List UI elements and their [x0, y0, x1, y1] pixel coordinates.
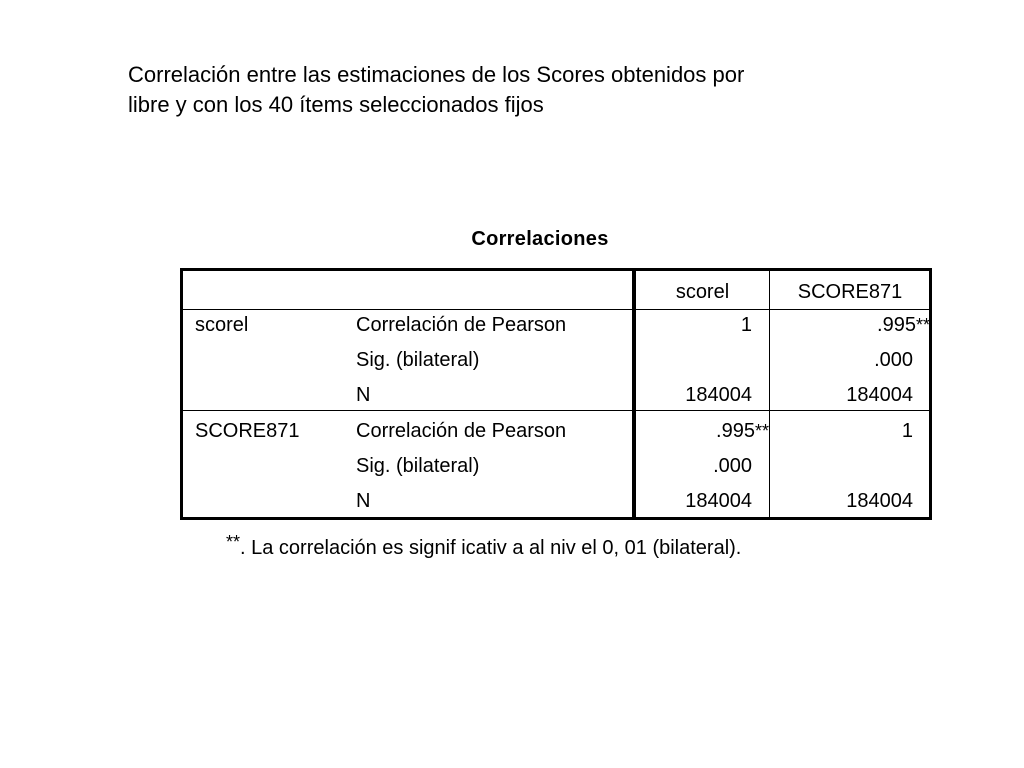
- cell-number: .000: [713, 455, 752, 477]
- slide-title-line2: libre y con los 40 ítems seleccionados fijos: [128, 92, 544, 117]
- cell-number: 184004: [685, 490, 752, 512]
- table-divider-header: [183, 309, 929, 310]
- table-caption: Correlaciones: [471, 228, 609, 250]
- significance-flag: **: [754, 421, 769, 441]
- cell-value: [770, 348, 913, 372]
- row-variable-scorel: scorel: [195, 314, 249, 336]
- cell-number: .995: [877, 314, 916, 336]
- row-stat-sig: Sig. (bilateral): [356, 349, 480, 371]
- footnote-text: . La correlación es signif icativ a al niv el 0, 01 (bilateral).: [240, 537, 742, 559]
- cell-number: .995: [716, 420, 755, 442]
- row-stat-sig: Sig. (bilateral): [356, 455, 480, 477]
- row-variable-score871: SCORE871: [195, 420, 300, 442]
- cell-value: [770, 489, 913, 513]
- cell-number: 184004: [685, 384, 752, 406]
- footnote-mark: **: [226, 532, 241, 552]
- significance-flag: **: [915, 315, 930, 335]
- slide-title: [128, 60, 908, 120]
- cell-value: [636, 313, 752, 337]
- cell-number: 1: [901, 420, 913, 442]
- row-stat-pearson: Correlación de Pearson: [356, 420, 567, 442]
- table-footnote: [226, 528, 741, 562]
- cell-value: [636, 419, 769, 443]
- column-header-score871: SCORE871: [797, 281, 903, 303]
- cell-value: [770, 313, 930, 337]
- correlations-table: [180, 268, 932, 520]
- row-stat-n: N: [356, 384, 371, 406]
- cell-value: [636, 489, 752, 513]
- row-stat-pearson: Correlación de Pearson: [356, 314, 567, 336]
- cell-value: [770, 383, 913, 407]
- cell-number: 184004: [846, 384, 913, 406]
- cell-number: 184004: [846, 490, 913, 512]
- row-stat-n: N: [356, 490, 371, 512]
- cell-value: [770, 419, 913, 443]
- slide-title-line1: Correlación entre las estimaciones de los Scores obtenidos por: [128, 62, 745, 87]
- cell-number: .000: [874, 349, 913, 371]
- cell-value: [636, 383, 752, 407]
- cell-value: [636, 454, 752, 478]
- table-divider-group: [183, 410, 929, 411]
- column-header-scorel: scorel: [675, 281, 730, 303]
- cell-number: 1: [740, 314, 752, 336]
